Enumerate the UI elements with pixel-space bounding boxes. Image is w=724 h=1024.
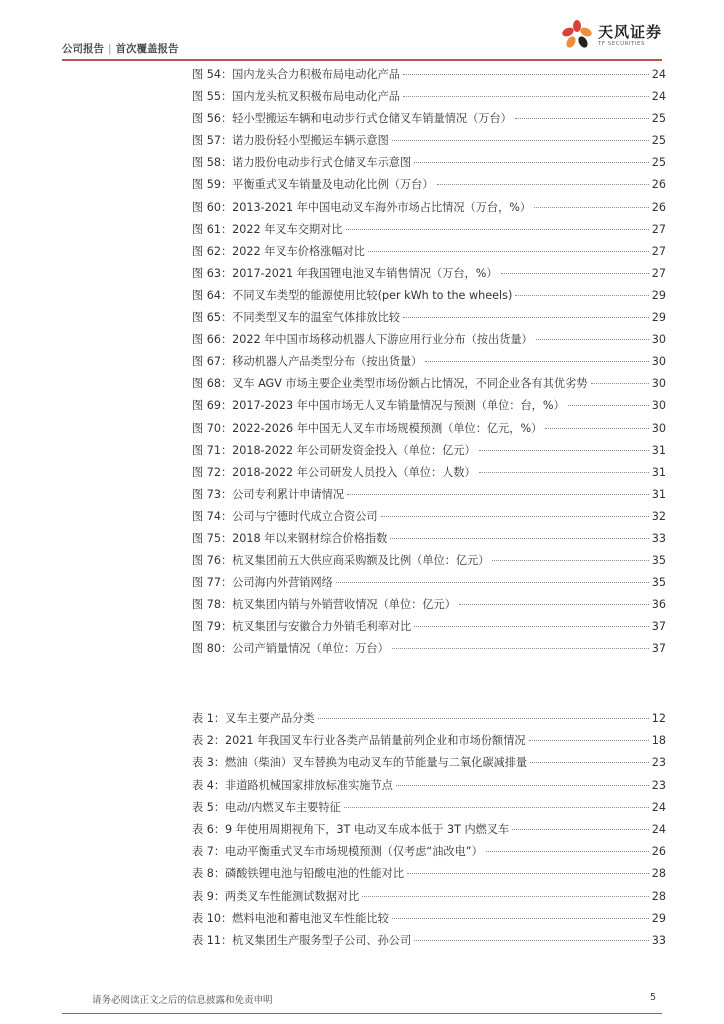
dot-leader — [414, 162, 649, 163]
report-subtype-label: 首次覆盖报告 — [115, 43, 179, 55]
toc-entry-title: 表 11：杭叉集团生产服务型子公司、孙公司 — [192, 933, 412, 947]
figure-toc-entry[interactable] — [192, 574, 666, 596]
dot-leader — [591, 383, 649, 384]
toc-entry-title: 图 58：诺力股份电动步行式仓储叉车示意图 — [192, 156, 412, 170]
toc-entry-page: 23 — [651, 756, 666, 770]
toc-entry-page: 31 — [651, 443, 666, 457]
figure-toc-entry[interactable] — [192, 265, 666, 287]
toc-entry-page: 26 — [651, 178, 666, 192]
toc-entry-page: 24 — [651, 822, 666, 836]
toc-entry-page: 28 — [651, 889, 666, 903]
table-toc-entry[interactable] — [192, 910, 666, 932]
toc-entry-title: 图 66：2022 年中国市场移动机器人下游应用行业分布（按出货量） — [192, 333, 533, 347]
toc-entry-page: 30 — [651, 421, 666, 435]
dot-leader — [362, 896, 648, 897]
dot-leader — [486, 851, 649, 852]
figure-toc-entry[interactable] — [192, 309, 666, 331]
toc-entry-page: 26 — [651, 200, 666, 214]
header-separator: | — [108, 43, 112, 55]
toc-entry-title: 图 59：平衡重式叉车销量及电动化比例（万台） — [192, 178, 434, 192]
table-toc-entry[interactable] — [192, 843, 666, 865]
figure-toc-entry[interactable] — [192, 486, 666, 508]
toc-entry-title: 图 77：公司海内外营销网络 — [192, 576, 333, 590]
tf-securities-logo — [560, 20, 662, 50]
table-list — [192, 710, 666, 954]
toc-entry-title: 图 70：2022-2026 年中国无人叉车市场规模预测（单位：亿元，%） — [192, 421, 543, 435]
toc-entry-title: 图 56：轻小型搬运车辆和电动步行式仓储叉车销量情况（万台） — [192, 112, 512, 126]
dot-leader — [501, 273, 649, 274]
dot-leader — [381, 516, 649, 517]
dot-leader — [515, 118, 649, 119]
toc-entry-page: 32 — [651, 509, 666, 523]
table-toc-entry[interactable] — [192, 754, 666, 776]
toc-entry-title: 表 2：2021 年我国叉车行业各类产品销量前列企业和市场份额情况 — [192, 734, 526, 748]
dot-leader — [368, 251, 649, 252]
dot-leader — [392, 140, 649, 141]
figure-toc-entry[interactable] — [192, 110, 666, 132]
figure-toc-entry[interactable] — [192, 552, 666, 574]
dot-leader — [346, 229, 649, 230]
dot-leader — [396, 785, 649, 786]
footer-rule — [62, 1013, 662, 1014]
table-toc-entry[interactable] — [192, 799, 666, 821]
toc-entry-title: 表 6：9 年使用周期视角下，3T 电动叉车成本低于 3T 内燃叉车 — [192, 822, 510, 836]
toc-entry-title: 表 4：非道路机械国家排放标准实施节点 — [192, 778, 393, 792]
figure-toc-entry[interactable] — [192, 132, 666, 154]
dot-leader — [459, 604, 649, 605]
dot-leader — [437, 184, 649, 185]
report-type-label: 公司报告 — [62, 43, 104, 55]
toc-entry-title: 表 3：燃油（柴油）叉车替换为电动叉车的节能量与二氧化碳减排量 — [192, 756, 528, 770]
figure-toc-entry[interactable] — [192, 221, 666, 243]
dot-leader — [534, 207, 649, 208]
toc-entry-page: 24 — [651, 800, 666, 814]
figure-toc-entry[interactable] — [192, 287, 666, 309]
toc-entry-title: 图 76：杭叉集团前五大供应商采购额及比例（单位：亿元） — [192, 554, 490, 568]
dot-leader — [425, 361, 648, 362]
dot-leader — [530, 762, 649, 763]
toc-entry-page: 23 — [651, 778, 666, 792]
table-toc-entry[interactable] — [192, 932, 666, 954]
toc-entry-page: 30 — [651, 355, 666, 369]
toc-entry-page: 31 — [651, 465, 666, 479]
dot-leader — [336, 582, 649, 583]
toc-entry-title: 表 8：磷酸铁锂电池与铅酸电池的性能对比 — [192, 867, 405, 881]
toc-entry-page: 30 — [651, 377, 666, 391]
dot-leader — [403, 317, 649, 318]
toc-entry-page: 29 — [651, 911, 666, 925]
toc-entry-page: 33 — [651, 933, 666, 947]
toc-entry-page: 12 — [651, 712, 666, 725]
toc-entry-page: 30 — [651, 399, 666, 413]
toc-entry-page: 29 — [651, 311, 666, 325]
figure-toc-entry[interactable] — [192, 176, 666, 198]
toc-entry-page: 18 — [651, 734, 666, 748]
dot-leader — [479, 472, 649, 473]
toc-entry-page: 30 — [651, 333, 666, 347]
toc-entry-title: 图 72：2018-2022 年公司研发人员投入（单位：人数） — [192, 465, 476, 479]
figure-toc-entry[interactable] — [192, 375, 666, 397]
toc-entry-title: 图 57：诺力股份轻小型搬运车辆示意图 — [192, 134, 389, 148]
toc-entry-title: 图 54：国内龙头合力积极布局电动化产品 — [192, 68, 400, 81]
figure-toc-entry[interactable] — [192, 66, 666, 88]
toc-entry-page: 31 — [651, 487, 666, 501]
toc-entry-title: 表 9：两类叉车性能测试数据对比 — [192, 889, 360, 903]
toc-entry-title: 图 75：2018 年以来钢材综合价格指数 — [192, 531, 388, 545]
toc-entry-page: 35 — [651, 576, 666, 590]
toc-entry-title: 表 5：电动/内燃叉车主要特征 — [192, 800, 341, 814]
dot-leader — [318, 718, 649, 719]
toc-entry-title: 图 78：杭叉集团内销与外销营收情况（单位：亿元） — [192, 598, 456, 612]
dot-leader — [407, 873, 649, 874]
toc-entry-page: 24 — [651, 90, 666, 104]
figure-toc-entry[interactable] — [192, 331, 666, 353]
toc-entry-title: 图 79：杭叉集团与安徽合力外销毛利率对比 — [192, 620, 412, 634]
toc-entry-title: 图 62：2022 年叉车价格涨幅对比 — [192, 244, 365, 258]
table-toc-entry[interactable] — [192, 777, 666, 799]
logo-english-name: TF SECURITIES — [597, 40, 645, 47]
toc-entry-page: 33 — [651, 531, 666, 545]
figure-toc-entry[interactable] — [192, 442, 666, 464]
dot-leader — [392, 648, 649, 649]
table-toc-entry[interactable] — [192, 821, 666, 843]
disclaimer-text: 请务必阅读正文之后的信息披露和免责申明 — [92, 995, 273, 1006]
dot-leader — [545, 428, 648, 429]
dot-leader — [479, 450, 649, 451]
figure-toc-entry[interactable] — [192, 88, 666, 110]
figure-toc-entry[interactable] — [192, 530, 666, 552]
toc-entry-title: 图 80：公司产销量情况（单位：万台） — [192, 642, 389, 656]
toc-entry-title: 图 63：2017-2021 年我国锂电池叉车销售情况（万台，%） — [192, 266, 498, 280]
toc-entry-title: 图 74：公司与宁德时代成立合资公司 — [192, 509, 378, 523]
dot-leader — [414, 940, 649, 941]
logo-chinese-name: 天风证券 — [597, 22, 662, 41]
dot-leader — [390, 538, 648, 539]
toc-entry-page: 27 — [651, 222, 666, 236]
toc-entry-title: 图 67：移动机器人产品类型分布（按出货量） — [192, 355, 423, 369]
toc-entry-page: 25 — [651, 134, 666, 148]
toc-entry-title: 表 10：燃料电池和蓄电池叉车性能比较 — [192, 911, 389, 925]
toc-entry-page: 35 — [651, 554, 666, 568]
toc-entry-page: 25 — [651, 156, 666, 170]
figure-toc-entry[interactable] — [192, 596, 666, 618]
figure-toc-entry[interactable] — [192, 640, 666, 662]
figure-toc-entry[interactable] — [192, 243, 666, 265]
dot-leader — [512, 829, 649, 830]
dot-leader — [347, 494, 649, 495]
toc-entry-title: 图 60：2013-2021 年中国电动叉车海外市场占比情况（万台，%） — [192, 200, 532, 214]
dot-leader — [568, 405, 649, 406]
dot-leader — [529, 740, 649, 741]
dot-leader — [492, 560, 648, 561]
dot-leader — [515, 295, 648, 296]
toc-entry-title: 图 71：2018-2022 年公司研发资金投入（单位：亿元） — [192, 443, 476, 457]
figure-toc-entry[interactable] — [192, 618, 666, 640]
toc-entry-page: 37 — [651, 620, 666, 634]
table-toc-entry[interactable] — [192, 888, 666, 910]
toc-entry-title: 图 68：叉车 AGV 市场主要企业类型市场份额占比情况，不同企业各有其优劣势 — [192, 377, 588, 391]
toc-entry-title: 图 64：不同叉车类型的能源使用比较(per kWh to the wheels) — [192, 288, 513, 302]
toc-entry-title: 图 55：国内龙头杭叉积极布局电动化产品 — [192, 90, 400, 104]
page-number: 5 — [649, 992, 656, 1003]
report-type-header — [62, 41, 179, 56]
toc-entry-page: 28 — [651, 867, 666, 881]
table-toc-entry[interactable] — [192, 710, 666, 732]
header-rule — [62, 59, 662, 61]
figure-toc-entry[interactable] — [192, 464, 666, 486]
figure-toc-entry[interactable] — [192, 199, 666, 221]
toc-entry-page: 24 — [651, 68, 666, 81]
toc-entry-title: 图 69：2017-2023 年中国市场无人叉车销量情况与预测（单位：台，%） — [192, 399, 565, 413]
toc-entry-page: 36 — [651, 598, 666, 612]
toc-entry-page: 27 — [651, 244, 666, 258]
dot-leader — [392, 918, 649, 919]
table-toc-entry[interactable] — [192, 865, 666, 887]
figure-toc-entry[interactable] — [192, 420, 666, 442]
toc-entry-page: 37 — [651, 642, 666, 656]
dot-leader — [414, 626, 649, 627]
figure-list — [192, 66, 666, 663]
dot-leader — [403, 74, 649, 75]
toc-entry-page: 29 — [651, 288, 666, 302]
figure-toc-entry[interactable] — [192, 508, 666, 530]
toc-entry-page: 27 — [651, 266, 666, 280]
dot-leader — [536, 339, 649, 340]
toc-entry-page: 25 — [651, 112, 666, 126]
figure-toc-entry[interactable] — [192, 154, 666, 176]
flower-logo-icon — [560, 20, 594, 50]
toc-entry-page: 26 — [651, 845, 666, 859]
figure-toc-entry[interactable] — [192, 353, 666, 375]
toc-entry-title: 表 7：电动平衡重式叉车市场规模预测（仅考虑“油改电”） — [192, 845, 483, 859]
dot-leader — [403, 96, 649, 97]
toc-entry-title: 图 73：公司专利累计申请情况 — [192, 487, 345, 501]
figure-toc-entry[interactable] — [192, 397, 666, 419]
toc-entry-title: 图 61：2022 年叉车交期对比 — [192, 222, 343, 236]
toc-entry-title: 图 65：不同类型叉车的温室气体排放比较 — [192, 311, 400, 325]
table-toc-entry[interactable] — [192, 732, 666, 754]
toc-entry-title: 表 1：叉车主要产品分类 — [192, 712, 315, 725]
dot-leader — [344, 807, 649, 808]
